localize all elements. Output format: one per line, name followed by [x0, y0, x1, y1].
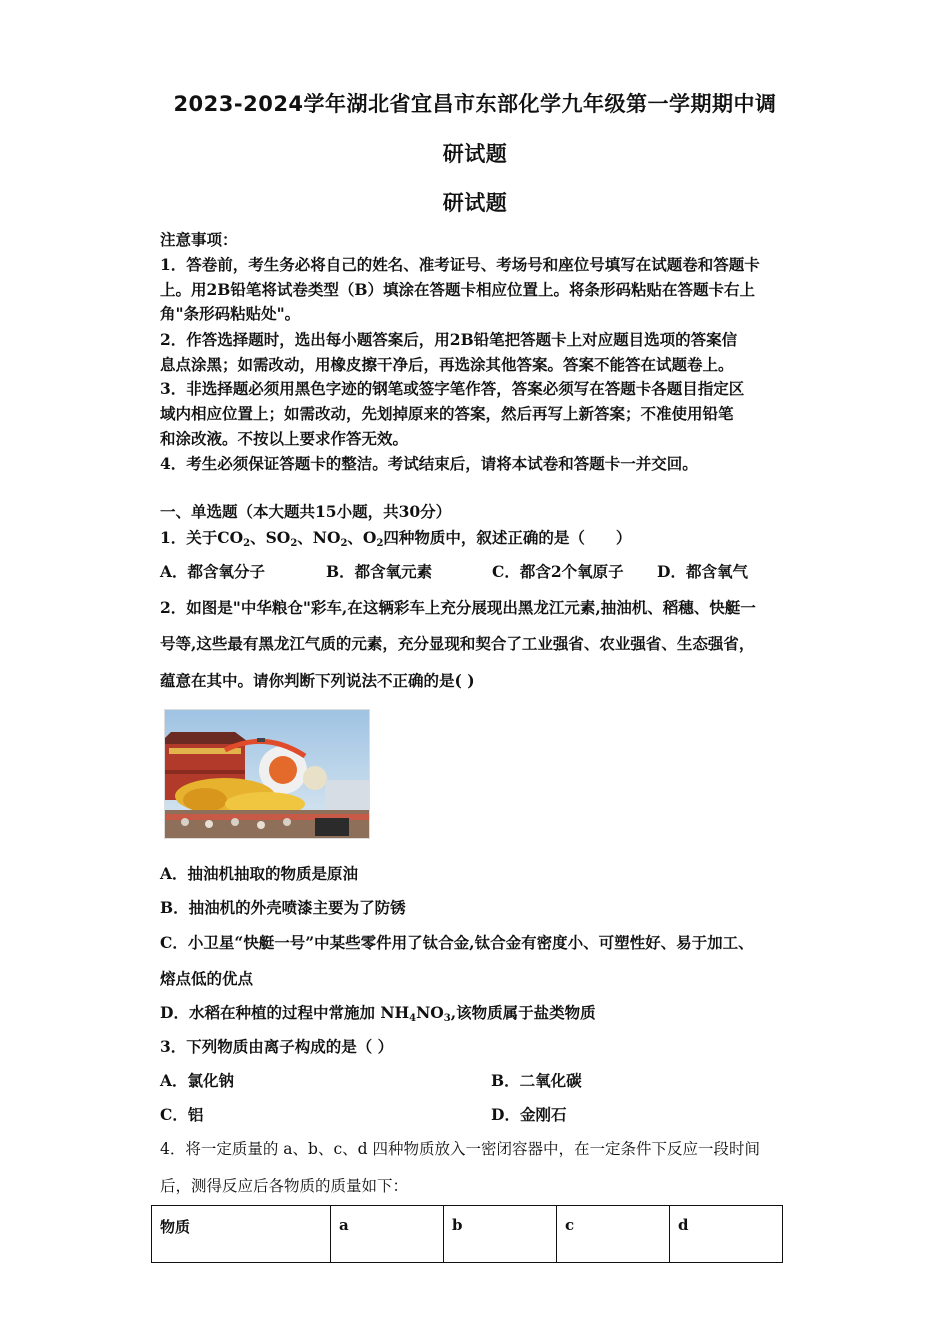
table-row	[152, 1206, 783, 1263]
question-4-stem-line1: 4．将一定质量的 a、b、c、d 四种物质放入一密闭容器中，在一定条件下反应一段时间	[160, 1140, 760, 1158]
question-1-option-b: B．都含氧元素	[326, 562, 433, 581]
table-header-cell: d	[670, 1206, 783, 1263]
question-2-option-a: A．抽油机抽取的物质是原油	[160, 864, 359, 883]
notice-line: 域内相应位置上；如需改动，先划掉原来的答案，然后再写上新答案；不准使用铅笔	[160, 404, 734, 423]
question-1-stem: 1．关于$CO_2$、$SO_2$、$NO_2$、$O_2$四种物质中，叙述正确的是（ ）	[160, 528, 632, 549]
notice-line: 1．答卷前，考生务必将自己的姓名、准考证号、考场号和座位号填写在试题卷和答题卡	[160, 255, 760, 274]
table-header-cell: b	[444, 1206, 557, 1263]
question-1-option-d: D．都含氧气	[657, 562, 748, 581]
question-3-option-a: A．氯化钠	[160, 1071, 235, 1090]
question-2-stem-line: 蕴意在其中。请你判断下列说法不正确的是( )	[160, 671, 475, 690]
notice-line: 4．考生必须保证答题卡的整洁。考试结束后，请将本试卷和答题卡一并交回。	[160, 454, 698, 473]
table-header-cell: a	[331, 1206, 444, 1263]
question-2-stem-line: 2．如图是"中华粮仓"彩车,在这辆彩车上充分展现出黑龙江元素,抽油机、稻穗、快艇一	[160, 598, 756, 617]
question-3-stem: 3．下列物质由离子构成的是（ ）	[160, 1037, 394, 1056]
parade-float-photo	[164, 709, 370, 839]
table-header-cell: 物质	[152, 1206, 331, 1263]
notice-line: 息点涂黑；如需改动，用橡皮擦干净后，再选涂其他答案。答案不能答在试题卷上。	[160, 355, 734, 374]
exam-title-line3: 研试题	[442, 191, 508, 215]
notice-heading: 注意事项：	[160, 230, 238, 249]
exam-title-line2: 研试题	[442, 142, 508, 166]
question-3-option-d: D．金刚石	[491, 1105, 567, 1124]
notice-line: 角"条形码粘贴处"。	[160, 304, 301, 323]
question-2-option-d: D．水稻在种植的过程中常施加 $NH_4NO_3$,该物质属于盐类物质	[160, 1003, 596, 1024]
section-heading: 一、单选题（本大题共15小题，共30分）	[160, 502, 452, 521]
question-1-option-c: C．都含2个氧原子	[492, 562, 624, 581]
question-3-option-b: B．二氧化碳	[491, 1071, 582, 1090]
notice-line: 上。用2B铅笔将试卷类型（B）填涂在答题卡相应位置上。将条形码粘贴在答题卡右上	[160, 280, 755, 299]
question-1-option-a: A．都含氧分子	[160, 562, 266, 581]
question-2-stem-line: 号等,这些最有黑龙江气质的元素，充分显现和契合了工业强省、农业强省、生态强省，	[160, 634, 755, 653]
question-4-stem-line2: 后，测得反应后各物质的质量如下：	[160, 1177, 409, 1195]
exam-title-line1: 2023-2024学年湖北省宜昌市东部化学九年级第一学期期中调	[173, 92, 777, 116]
mass-table	[151, 1205, 783, 1263]
question-3-option-c: C．铝	[160, 1105, 204, 1124]
notice-line: 3．非选择题必须用黑色字迹的钢笔或签字笔作答，答案必须写在答题卡各题目指定区	[160, 379, 745, 398]
notice-line: 和涂改液。不按以上要求作答无效。	[160, 429, 409, 448]
question-2-option-c-line2: 熔点低的优点	[160, 969, 254, 988]
table-header-cell: c	[557, 1206, 670, 1263]
question-2-option-b: B．抽油机的外壳喷漆主要为了防锈	[160, 898, 406, 917]
notice-line: 2．作答选择题时，选出每小题答案后，用2B铅笔把答题卡上对应题目选项的答案信	[160, 330, 738, 349]
question-2-option-c-line1: C．小卫星“快艇一号”中某些零件用了钛合金,钛合金有密度小、可塑性好、易于加工、	[160, 933, 754, 952]
